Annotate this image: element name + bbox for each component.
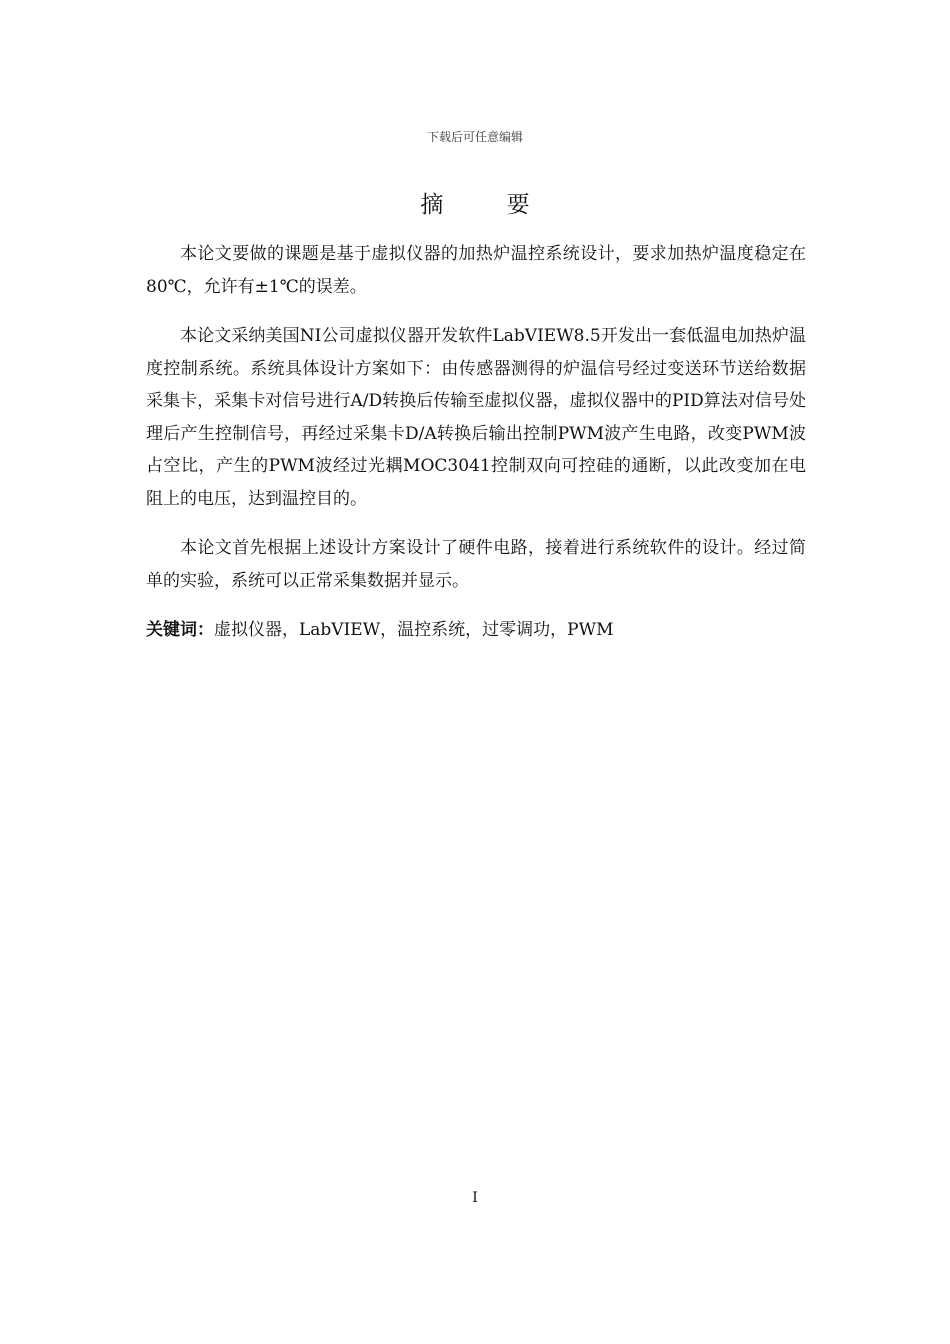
keywords-line — [146, 614, 806, 647]
keywords-label: 关键词： — [146, 620, 214, 640]
header-note: 下载后可任意编辑 — [426, 130, 523, 144]
abstract-body — [146, 238, 806, 647]
abstract-paragraph-1: 本论文要做的课题是基于虚拟仪器的加热炉温控系统设计，要求加热炉温度稳定在80℃，允许有±1℃的误差。 — [146, 244, 806, 297]
abstract-paragraph-3: 本论文首先根据上述设计方案设计了硬件电路，接着进行系统软件的设计。经过简单的实验，系统可以正常采集数据并显示。 — [146, 538, 806, 591]
keywords-value: 虚拟仪器，LabVIEW，温控系统，过零调功，PWM — [214, 620, 614, 640]
abstract-paragraph-2: 本论文采纳美国NI公司虚拟仪器开发软件LabVIEW8.5开发出一套低温电加热炉温度控制系统。系统具体设计方案如下：由传感器测得的炉温信号经过变送环节送给数据采集卡，采集卡对信号进行A/D转换后传输至虚拟仪器，虚拟仪器中的PID算法对信号处理后产生控制信号，再经过采集卡D/A转换后输出控制PWM波产生电路，改变PWM波占空比，产生的PWM波经过光耦MOC3041控制双向可控硅的通断，以此改变加在电阻上的电压，达到温控目的。 — [146, 326, 806, 509]
page-number: I — [472, 1190, 478, 1206]
abstract-title: 摘 要 — [420, 192, 558, 218]
